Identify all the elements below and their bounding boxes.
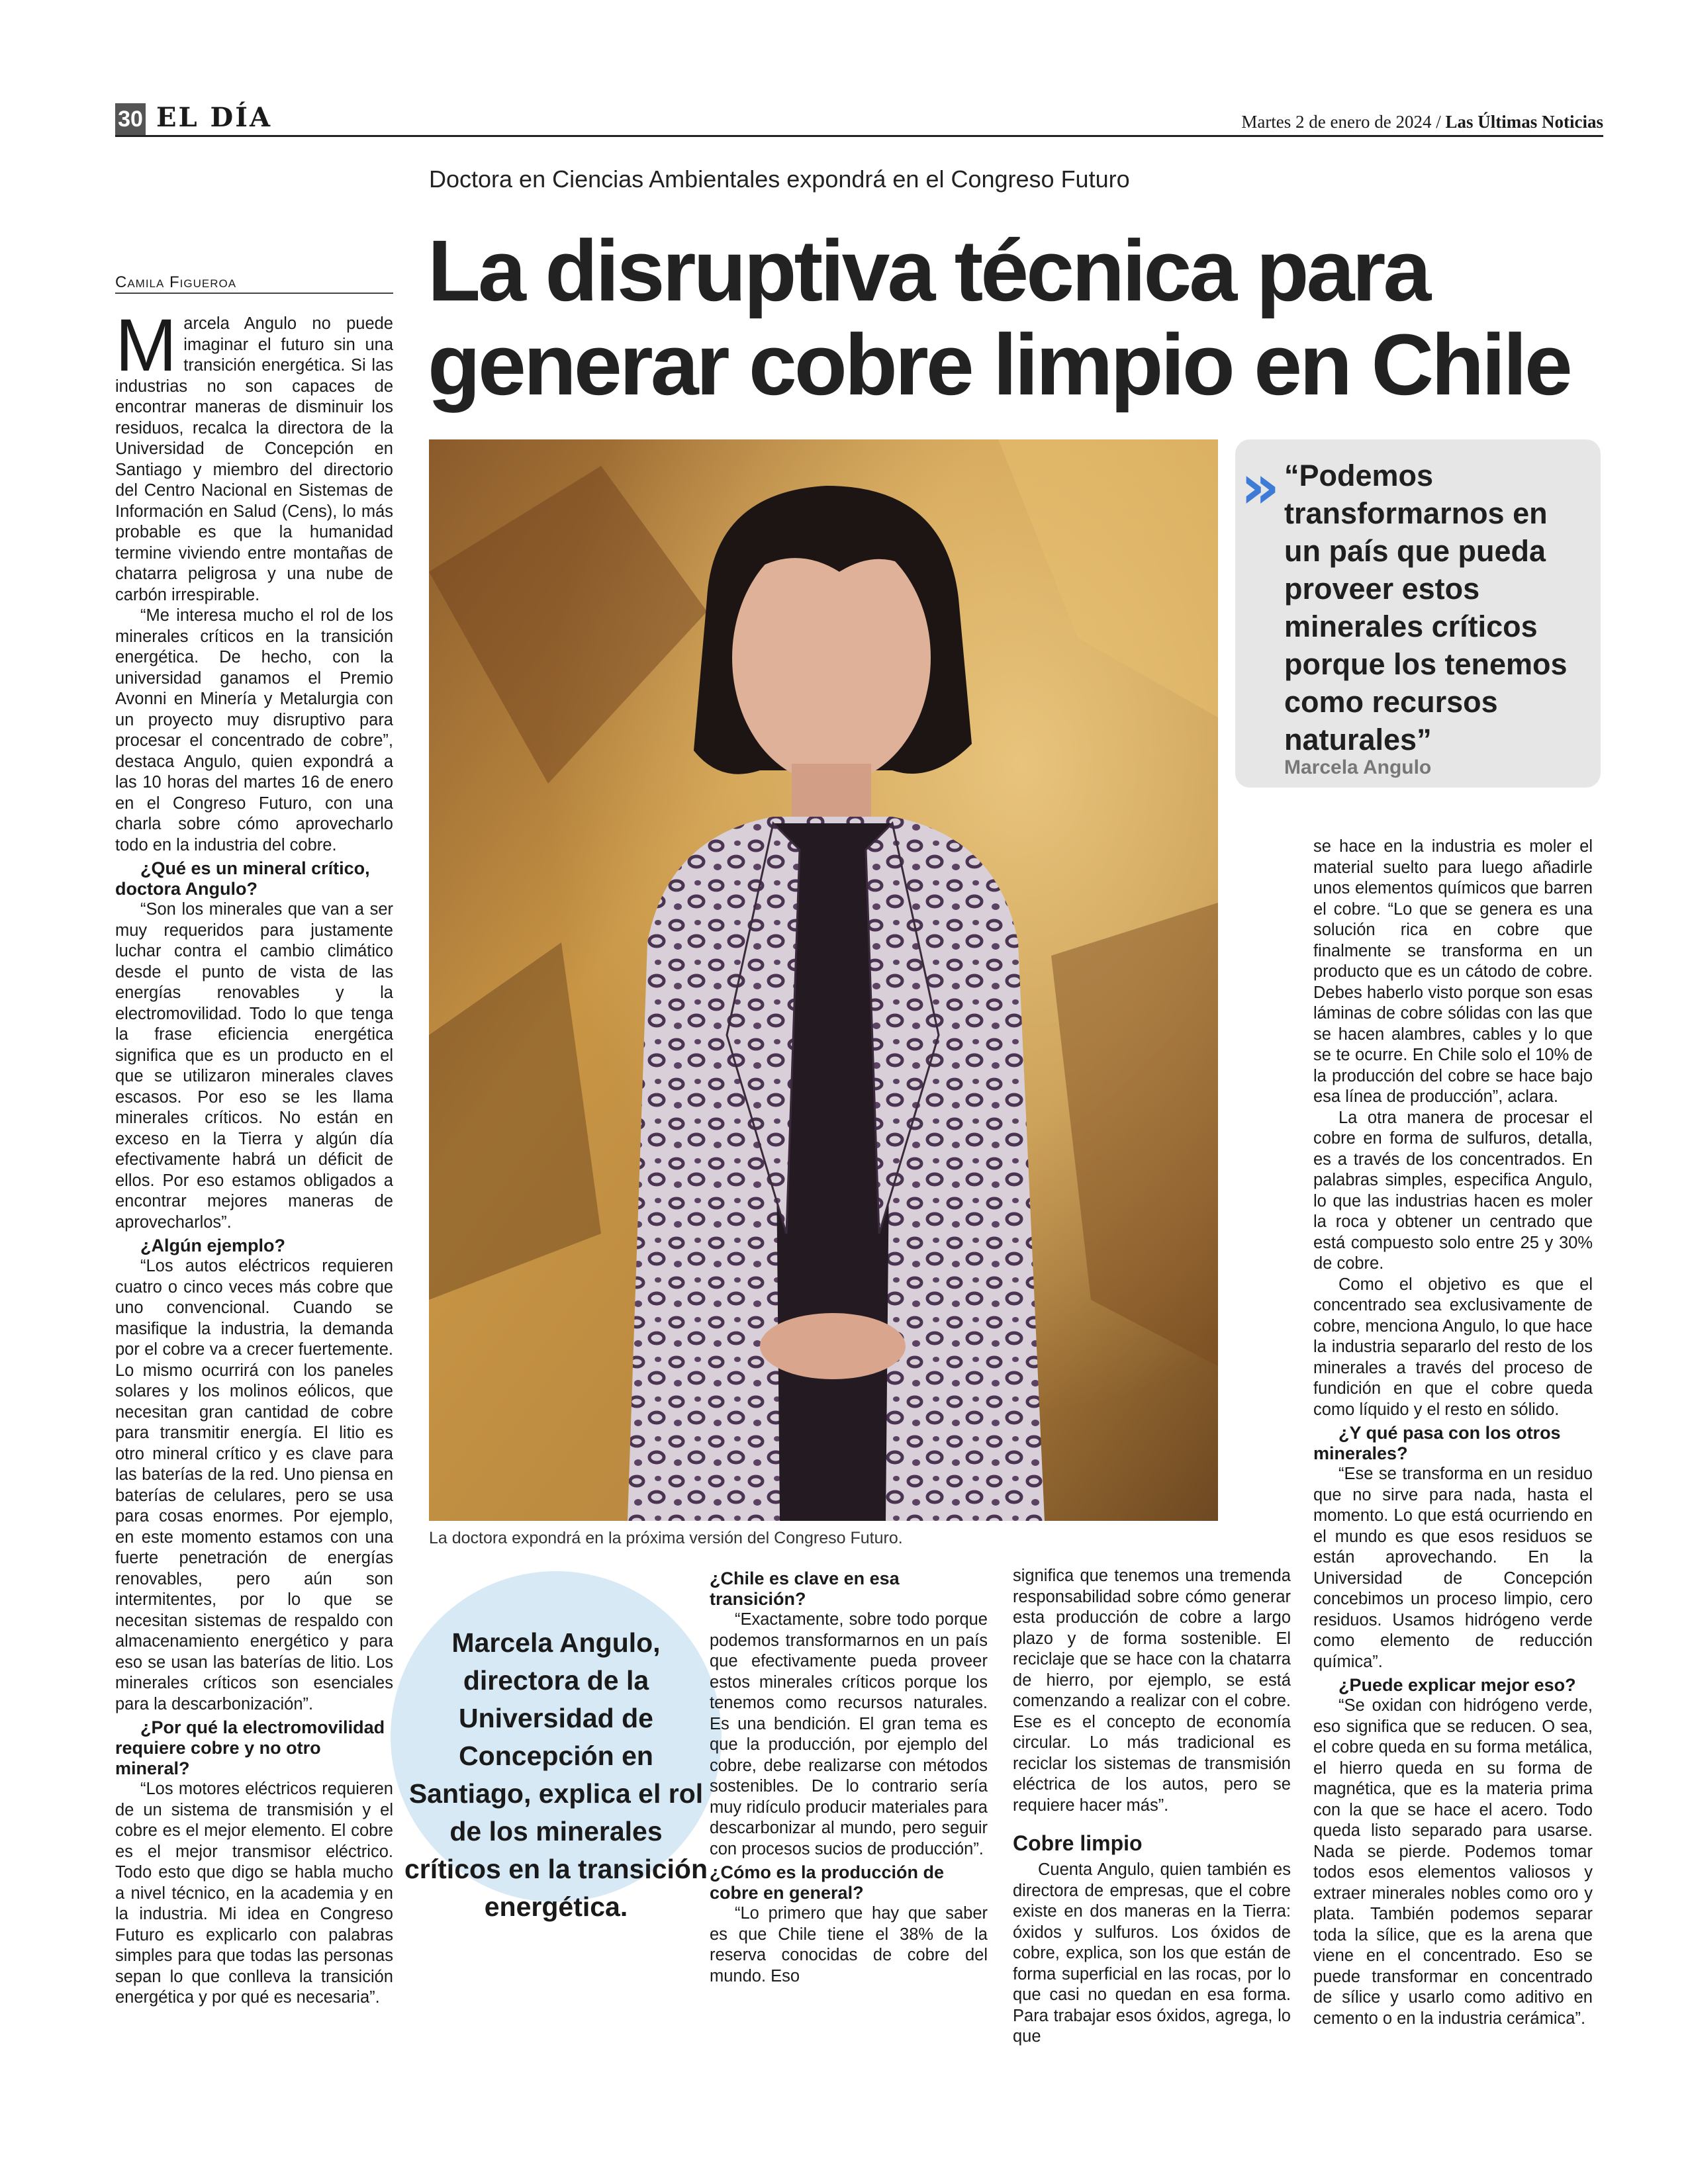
kicker: Doctora en Ciencias Ambientales expondrá en el Congreso Futuro xyxy=(429,165,1130,193)
paragraph: La otra manera de procesar el cobre en forma de sulfuros, detalla, es a través de los concentrados. En palabras simples, especifica Angulo, lo que las industrias hacen es moler la roca y obtener un centrado que está compuesto solo entre 25 y 30% de cobre. xyxy=(1313,1108,1593,1273)
paragraph: Como el objetivo es que el concentrado sea exclusivamente de cobre, menciona Angulo, lo que hace la industria separarlo del resto de los minerales a través del proceso de fundición en que el cobre queda como líquido y el resto en sólido. xyxy=(1313,1275,1593,1419)
byline: Camila Figueroa xyxy=(115,273,237,291)
question: ¿Por qué la electromovilidad requiere cobre y no otro mineral? xyxy=(115,1717,385,1778)
headline xyxy=(428,224,1593,412)
question: ¿Puede explicar mejor eso? xyxy=(1338,1675,1576,1695)
portrait-photo xyxy=(429,439,1218,1521)
headline-line-2: generar cobre limpio en Chile xyxy=(428,316,1570,413)
paragraph: Marcela Angulo no puede imaginar el futuro sin una transición energética. Si las industrias no son capaces de encontrar maneras de disminuir los residuos, recalca la directora de la Universidad de Concepción en Santiago y miembro del directorio del Centro Nacional en Sistemas de Información en Salud (Cens), lo más probable es que la humanidad termine viviendo entre montañas de chatarra peligrosa y una nube de carbón irrespirable. xyxy=(115,304,393,604)
dateline xyxy=(1241,110,1603,134)
answer: “Son los minerales que van a ser muy requeridos para justamente luchar contra el cambio climático desde el punto de vista de las energías renovables y la electromovilidad. Todo lo que tenga la frase eficiencia energética significa que es un producto en el que se utilizaron minerales claves escasos. Por eso se les llama minerales críticos. No están en exceso en la Tierra y algún día efectivamente habrá un déficit de ellos. Por eso estamos obligados a encontrar mejores maneras de aprovecharlos”. xyxy=(115,900,393,1232)
paragraph: “Me interesa mucho el rol de los minerales críticos en la transición energética. De hecho, con la universidad ganamos el Premio Avonni en Minería y Metalurgia con un proyecto muy disruptivo para procesar el concentrado de cobre”, destaca Angulo, quien expondrá a las 10 horas del martes 16 de enero en el Congreso Futuro, con una charla sobre cómo aprovecharlo todo en la industria del cobre. xyxy=(115,606,393,854)
drop-cap: M xyxy=(115,304,177,387)
answer: “Ese se transforma en un residuo que no sirve para nada, hasta el momento. Lo que está ocurriendo en el mundo es que esos residuos se están aprovechando. En la Universidad de Concepción concebimos un proceso limpio, cero residuos. Usamos hidrógeno verde como elemento de reducción química”. xyxy=(1313,1465,1593,1671)
question: ¿Cómo es la producción de cobre en general? xyxy=(710,1862,945,1903)
answer: “Se oxidan con hidrógeno verde, eso significa que se reducen. O sea, el cobre queda en su forma metálica, el hierro queda en su forma de magnética, que es la materia prima con la que se hace el acero. Todo queda listo separado para usarse. Nada se pierde. Podemos tomar todos esos elementos valiosos y extraer minerales nobles como oro y plata. También podemos separar toda la sílice, que es la arena que viene en el concentrado. Eso se puede transformar en concentrado de sílice y usarlo como aditivo en cemento o en la industria cerámica”. xyxy=(1313,1696,1593,2028)
issue-date: Martes 2 de enero de 2024 xyxy=(1241,112,1432,132)
question: ¿Qué es un mineral crítico, doctora Angulo? xyxy=(115,858,370,899)
article-column-2 xyxy=(710,1566,988,1987)
question: ¿Algún ejemplo? xyxy=(140,1236,285,1255)
pull-quote-text: “Podemos transformarnos en un país que pueda proveer estos minerales críticos porque los tenemos como recursos naturales” xyxy=(1284,459,1568,756)
article-column-1 xyxy=(115,304,393,2009)
answer: “Los autos eléctricos requieren cuatro o cinco veces más cobre que uno convencional. Cuando se masifique la industria, la demanda por el cobre va a crecer fuertemente. Lo mismo ocurrirá con los paneles solares y los molinos eólicos, que necesitan gran cantidad de cobre para transmitir energía. El litio es otro mineral crítico y es clave para las baterías de la red. Uno piensa en baterías de celulares, pero se usa para cosas enormes. Por ejemplo, en este momento estamos con una fuerte penetración de energías renovables, pero aún son intermitentes, por lo que se necesitan sistemas de respaldo con almacenamiento energético y para eso se usan las baterías de litio. Los minerales críticos son esenciales para la descarbonización”. xyxy=(115,1257,393,1713)
callout-text: Marcela Angulo, directora de la Universidad de Concepción en Santiago, explica el rol de los minerales críticos en la transición energética. xyxy=(404,1627,708,1922)
article-column-3 xyxy=(1013,1566,1291,2048)
quote-chevron-icon: » xyxy=(1241,451,1280,522)
publication-name: Las Últimas Noticias xyxy=(1445,112,1603,132)
pull-quote-author: Marcela Angulo xyxy=(1284,756,1432,778)
header-rule xyxy=(115,135,1603,137)
page-number: 30 xyxy=(115,103,146,135)
byline-rule xyxy=(115,293,393,294)
paragraph: Cuenta Angulo, quien también es directora de empresas, que el cobre existe en dos maneras en la Tierra: óxidos y sulfuros. Los óxidos de cobre, explica, son los que están de forma superficial en las rocas, por lo que casi no quedan en esa forma. Para trabajar esos óxidos, agrega, lo que xyxy=(1013,1860,1291,2046)
section-title: EL DÍA xyxy=(156,102,272,133)
question: ¿Y qué pasa con los otros minerales? xyxy=(1313,1423,1561,1463)
question: ¿Chile es clave en esa transición? xyxy=(710,1569,900,1609)
answer: “Los motores eléctricos requieren de un sistema de transmisión y el cobre es el mejor elemento. El cobre es el mejor transmisor eléctrico. Todo esto que digo se habla mucho a nivel técnico, en la academia y en la industria. Mi idea en Congreso Futuro es explicarlo con palabras simples para que todas las personas sepan lo que conlleva la transición energética y por qué es necesaria”. xyxy=(115,1780,393,2007)
answer: “Lo primero que hay que saber es que Chile tiene el 38% de la reserva conocidas de cobre del mundo. Eso xyxy=(710,1904,988,1985)
photo-caption: La doctora expondrá en la próxima versión del Congreso Futuro. xyxy=(429,1529,903,1547)
dateline-separator: / xyxy=(1431,112,1446,132)
article-column-4 xyxy=(1313,837,1593,2029)
paragraph: se hace en la industria es moler el material suelto para luego añadirle unos elementos químicos que barren el cobre. “Lo que se genera es una solución rica en cobre que finalmente se transforma en un producto que es un cátodo de cobre. Debes haberlo visto porque son esas láminas de cobre sólidas con las que se hacen alambres, cables y lo que se te ocurre. En Chile solo el 10% de la producción del cobre se hace bajo esa línea de producción”, aclara. xyxy=(1313,837,1593,1106)
answer: “Exactamente, sobre todo porque podemos transformarnos en un país que efectivamente pueda proveer estos minerales críticos porque los tenemos como recursos naturales. Es una bendición. El gran tema es que la producción, por ejemplo del cobre, debe realizarse con métodos sostenibles. De lo contrario sería muy ridículo producir materiales para descarbonizar al mundo, pero seguir con procesos sucios de producción”. xyxy=(710,1610,988,1858)
subhead: Cobre limpio xyxy=(1013,1831,1143,1855)
paragraph: significa que tenemos una tremenda responsabilidad sobre cómo generar esta producción de cobre a largo plazo y de forma sostenible. El reciclaje que se hace con la chatarra de hierro, por ejemplo, se está comenzando a realizar con el cobre. Ese es el concepto de economía circular. Lo más tradicional es reciclar los sistemas de transmisión eléctrica de los autos, pero se requiere hacer más”. xyxy=(1013,1567,1291,1815)
headline-line-1: La disruptiva técnica para xyxy=(428,222,1429,319)
